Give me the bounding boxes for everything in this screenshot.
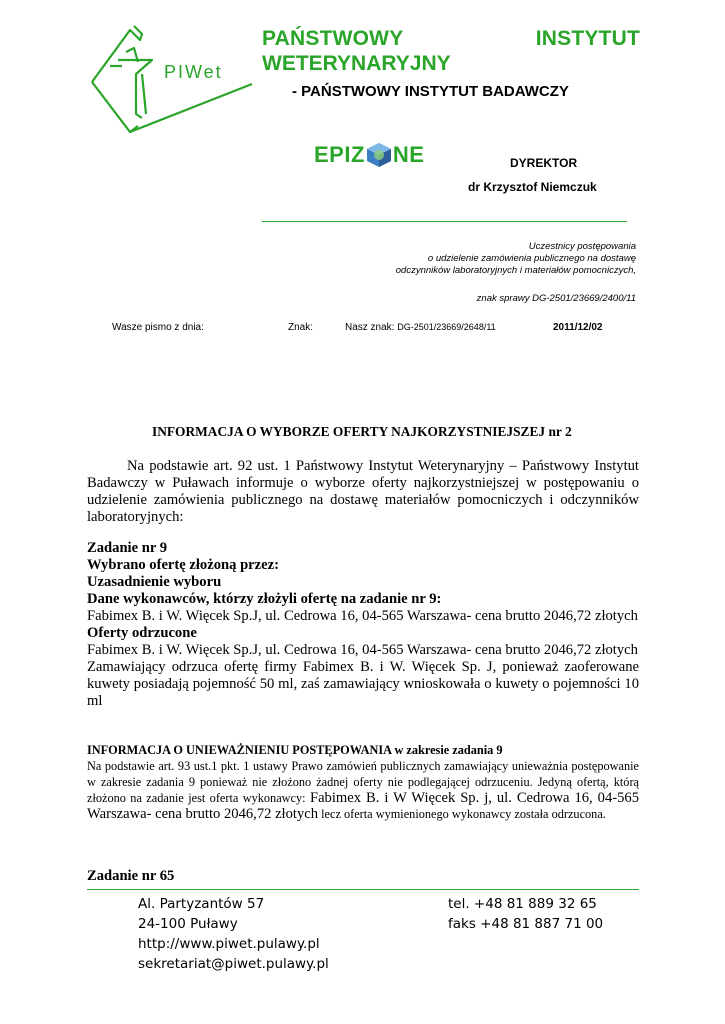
rejected-offers-label: Oferty odrzucone <box>87 625 197 641</box>
footer-fax: faks +48 81 887 71 00 <box>448 916 604 932</box>
your-letter-label: Wasze pismo z dnia: <box>112 322 204 333</box>
annulment-text-part3: lecz oferta wymienionego wykonawcy została odrzucona. <box>318 807 606 821</box>
director-title: DYREKTOR <box>510 156 578 170</box>
footer-contact <box>448 894 603 934</box>
justification-label: Uzasadnienie wyboru <box>87 574 222 590</box>
rejection-reason: Zamawiający odrzuca ofertę firmy Fabimex B. i W. Więcek Sp. J, ponieważ zaoferowane kuwety posiadają pojemność 50 ml, zaś zamawiający wnioskowała o kuwety o pojemności 10 ml <box>87 659 639 709</box>
our-sign-value: DG-2501/23669/2648/11 <box>397 322 496 332</box>
chosen-offer-label: Wybrano ofertę złożoną przez: <box>87 557 279 573</box>
institute-logo <box>82 22 257 134</box>
footer-phone: tel. +48 81 889 32 65 <box>448 896 597 912</box>
institute-name-line2: WETERYNARYJNY <box>262 52 451 75</box>
rejected-offer: Fabimex B. i W. Więcek Sp.J, ul. Cedrowa 16, 04-565 Warszawa- cena brutto 2046,72 złotych <box>87 642 638 658</box>
institute-word-1: PAŃSTWOWY <box>262 27 404 50</box>
task-9-title: Zadanie nr 9 <box>87 540 168 556</box>
director-name: dr Krzysztof Niemczuk <box>468 180 597 194</box>
footer-divider <box>87 889 639 890</box>
recipients-line: Uczestnicy postępowania <box>528 241 636 252</box>
case-reference: znak sprawy DG-2501/23669/2400/11 <box>476 293 636 304</box>
logo-text: PIWet <box>164 62 223 82</box>
institute-word-2: INSTYTUT <box>535 27 640 50</box>
contractors-label: Dane wykonawców, którzy złożyli ofertę na zadanie nr 9: <box>87 591 442 607</box>
recipients-block <box>276 241 636 277</box>
annulment-heading <box>87 742 639 758</box>
footer-email[interactable]: sekretariat@piwet.pulawy.pl <box>138 956 329 972</box>
annulment-text-part1: Na podstawie art. 93 ust.1 pkt. 1 ustawy Prawo zamówień publicznych zamawiający unieważnia postępowanie w zakresie zadania 9 ponieważ nie złożono żadnej oferty nie podlegającej odrzuceniu. Jedyną ofertą, którą złożono na zadanie jest oferta wykonawcy: <box>87 759 639 805</box>
footer-address <box>138 894 329 974</box>
annulment-heading-main: INFORMACJA O UNIEWAŻNIENIU POSTĘPOWANIA <box>87 743 392 757</box>
our-sign <box>345 322 496 333</box>
footer-street: Al. Partyzantów 57 <box>138 896 265 912</box>
intro-paragraph: Na podstawie art. 92 ust. 1 Państwowy Instytut Weterynaryjny – Państwowy Instytut Badawczy w Puławach informuje o wyborze oferty najkorzystniejszej w postępowaniu o udzielenie zamówienia publicznego na dostawę materiałów pomocniczych i odczynników laboratoryjnych: <box>87 458 639 525</box>
recipients-line: odczynników laboratoryjnych i materiałów pomocniczych, <box>395 265 636 276</box>
letter-date: 2011/12/02 <box>553 322 603 333</box>
institute-subtitle: - PAŃSTWOWY INSTYTUT BADAWCZY <box>292 83 569 100</box>
annulment-text-part2: Fabimex B. i W Więcek Sp. j, ul. Cedrowa 16, 04-565 Warszawa- cena brutto 2046,72 złotych <box>87 790 640 822</box>
annulment-text <box>87 758 639 822</box>
epizone-text-right: NE <box>392 142 425 167</box>
epizone-text-left: EPIZ <box>314 142 365 167</box>
task-65-title: Zadanie nr 65 <box>87 868 175 884</box>
task-9-section <box>87 540 639 710</box>
header-divider <box>262 221 627 222</box>
contractor-offer: Fabimex B. i W. Więcek Sp.J, ul. Cedrowa 16, 04-565 Warszawa- cena brutto 2046,72 złotych <box>87 608 638 624</box>
epizone-logo <box>314 142 424 168</box>
footer-city: 24-100 Puławy <box>138 916 238 932</box>
globe-cube-icon <box>366 142 392 168</box>
document-heading: INFORMACJA O WYBORZE OFERTY NAJKORZYSTNIEJSZEJ nr 2 <box>152 424 572 439</box>
footer-website[interactable]: http://www.piwet.pulawy.pl <box>138 936 320 952</box>
sign-label: Znak: <box>288 322 314 333</box>
institute-name-line1 <box>262 27 640 51</box>
annulment-heading-tail: w zakresie zadania 9 <box>391 743 503 757</box>
our-sign-label: Nasz znak: <box>345 322 395 333</box>
recipients-line: o udzielenie zamówienia publicznego na dostawę <box>427 253 636 264</box>
